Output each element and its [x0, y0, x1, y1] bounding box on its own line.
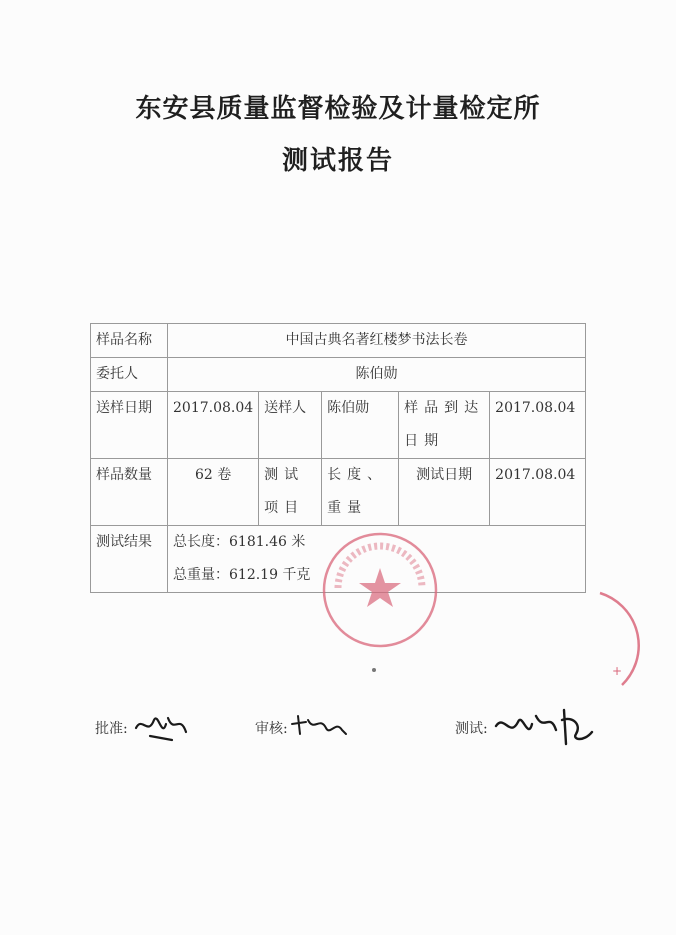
test-date-label: 测试日期 — [399, 459, 490, 526]
partial-seal-icon — [592, 585, 652, 695]
client-label: 委托人 — [91, 358, 168, 392]
test-date-value: 2017.08.04 — [490, 459, 586, 526]
review-label: 审核: — [255, 721, 288, 737]
document-title: 测试报告 — [281, 146, 394, 176]
table-row — [91, 358, 586, 392]
submit-date-value: 2017.08.04 — [168, 392, 259, 459]
quantity-value: 62 卷 — [168, 459, 259, 526]
quantity-label: 样品数量 — [91, 459, 168, 526]
sample-name-value: 中国古典名著红楼梦书法长卷 — [168, 324, 586, 358]
test-label: 测试: — [455, 721, 488, 737]
test-item-value: 长度、重量 — [322, 459, 399, 526]
organization-title: 东安县质量监督检验及计量检定所 — [135, 94, 541, 124]
official-seal-icon — [318, 528, 442, 652]
client-value: 陈伯勋 — [168, 358, 586, 392]
table-row — [91, 324, 586, 358]
table-row — [91, 459, 586, 526]
approve-signature-icon — [132, 706, 192, 746]
arrival-date-value: 2017.08.04 — [490, 392, 586, 459]
result-label: 测试结果 — [91, 526, 168, 593]
test-item-label: 测试项目 — [259, 459, 322, 526]
arrival-date-label: 样品到达日期 — [399, 392, 490, 459]
review-signature-icon — [290, 710, 350, 740]
test-signature-icon — [492, 702, 602, 752]
approve-label: 批准: — [95, 721, 128, 737]
submit-date-label: 送样日期 — [91, 392, 168, 459]
result-weight: 总重量：612.19 千克 — [173, 567, 311, 583]
sample-name-label: 样品名称 — [91, 324, 168, 358]
ink-dot — [372, 668, 376, 672]
svg-text:+: + — [612, 664, 623, 678]
table-row — [91, 392, 586, 459]
submitter-label: 送样人 — [259, 392, 322, 459]
result-length: 总长度：6181.46 米 — [173, 534, 306, 550]
submitter-value: 陈伯勋 — [322, 392, 399, 459]
